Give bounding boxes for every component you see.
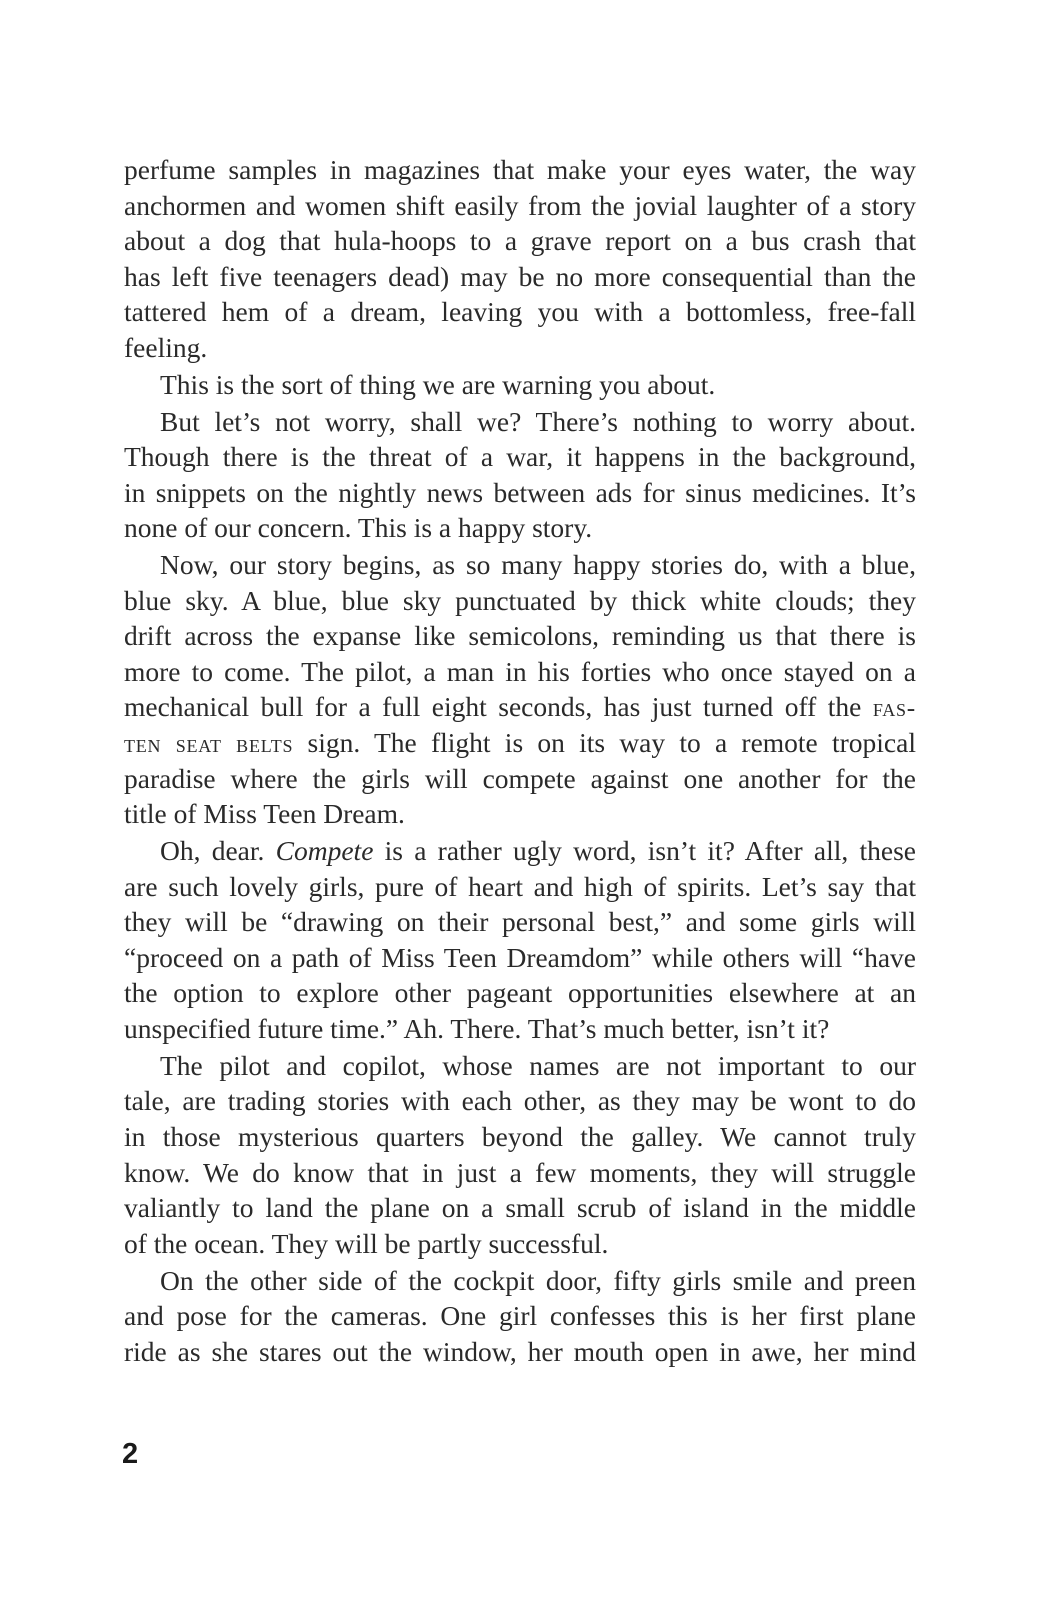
text-line: tale, are trading stories with each other, as they may be wont to do: [124, 1085, 916, 1117]
paragraph: [124, 152, 916, 366]
text-line: This is the sort of thing we are warning you about.: [160, 368, 716, 400]
text-line: title of Miss Teen Dream.: [124, 798, 405, 830]
text-run: is a rather ugly word, isn’t it? After all, these: [373, 835, 916, 867]
text-line: know. We do know that in just a few moments, they will struggle: [124, 1156, 916, 1188]
text-line: [124, 689, 916, 725]
text-line: they will be “drawing on their personal best,” and some girls will: [124, 906, 916, 938]
text-line: none of our concern. This is a happy story.: [124, 512, 593, 544]
page-number: 2: [122, 1438, 139, 1470]
text-line: and pose for the cameras. One girl confesses this is her first plane: [124, 1300, 916, 1332]
text-line: the option to explore other pageant opportunities elsewhere at an: [124, 977, 916, 1009]
text-line: ride as she stares out the window, her mouth open in awe, her mind: [124, 1335, 916, 1367]
text-line: of the ocean. They will be partly successful.: [124, 1227, 609, 1259]
text-line: paradise where the girls will compete against one another for the: [124, 762, 916, 794]
text-line: tattered hem of a dream, leaving you with a bottomless, free-fall: [124, 296, 916, 328]
paragraph: [124, 833, 916, 1047]
body-text: [124, 152, 916, 1369]
text-line: On the other side of the cockpit door, fifty girls smile and preen: [160, 1264, 916, 1296]
paragraph: [124, 367, 916, 403]
text-line: about a dog that hula-hoops to a grave report on a bus crash that: [124, 225, 916, 257]
text-run: mechanical bull for a full eight seconds, has just turned off the: [124, 691, 873, 723]
text-line: But let’s not worry, shall we? There’s nothing to worry about.: [160, 405, 916, 437]
text-line: Though there is the threat of a war, it happens in the background,: [124, 441, 916, 473]
text-line: unspecified future time.” Ah. There. That’s much better, isn’t it?: [124, 1013, 830, 1044]
text-line: perfume samples in magazines that make your eyes water, the way: [124, 154, 916, 185]
text-line: anchormen and women shift easily from the jovial laughter of a story: [124, 189, 916, 221]
small-caps-text: ten seat belts: [124, 730, 294, 759]
text-line: more to come. The pilot, a man in his forties who once stayed on a: [124, 655, 916, 687]
text-line: drift across the expanse like semicolons, reminding us that there is: [124, 620, 916, 652]
text-line: The pilot and copilot, whose names are not important to our: [160, 1049, 916, 1081]
small-caps-text: fas-: [872, 694, 916, 723]
text-line: Now, our story begins, as so many happy stories do, with a blue,: [160, 549, 916, 581]
text-run: sign. The flight is on its way to a remote tropical: [293, 727, 916, 759]
text-line: are such lovely girls, pure of heart and high of spirits. Let’s say that: [124, 870, 916, 902]
text-run: Oh, dear.: [160, 835, 276, 867]
text-line: [124, 833, 916, 869]
text-line: in snippets on the nightly news between ads for sinus medicines. It’s: [124, 476, 916, 508]
text-line: feeling.: [124, 331, 208, 363]
paragraph: [124, 1048, 916, 1262]
text-line: has left five teenagers dead) may be no more consequential than the: [124, 260, 916, 292]
text-line: “proceed on a path of Miss Teen Dreamdom” while others will “have: [124, 941, 916, 973]
text-line: in those mysterious quarters beyond the galley. We cannot truly: [124, 1120, 916, 1152]
text-line: [124, 725, 916, 761]
italic-word: Compete: [275, 835, 374, 867]
text-line: blue sky. A blue, blue sky punctuated by thick white clouds; they: [124, 584, 916, 616]
text-line: valiantly to land the plane on a small scrub of island in the middle: [124, 1192, 916, 1224]
paragraph: [124, 547, 916, 832]
paragraph: [124, 1263, 916, 1370]
paragraph: [124, 404, 916, 546]
